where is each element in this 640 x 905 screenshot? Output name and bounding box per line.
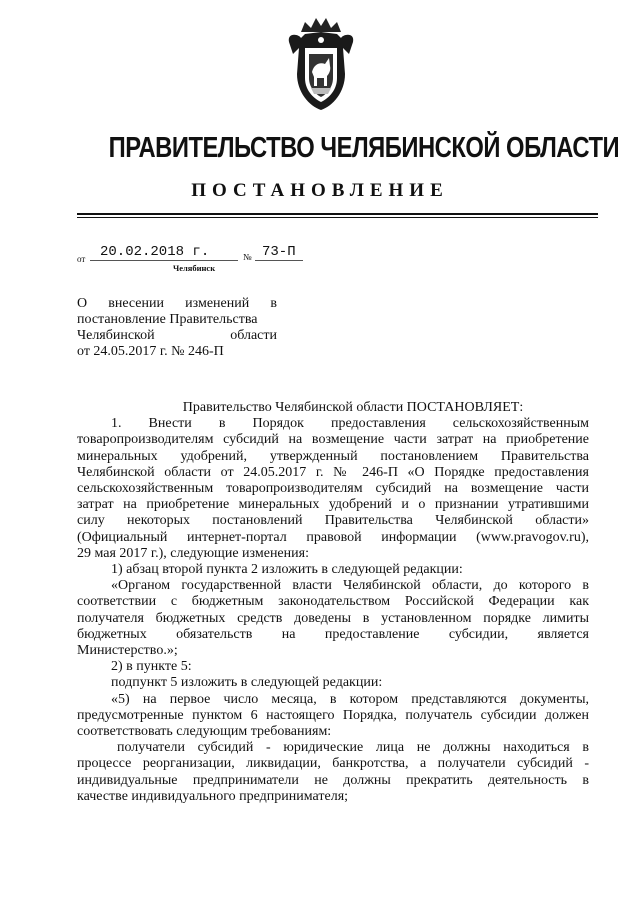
body-line: 2) в пункте 5: — [111, 659, 192, 675]
body-line: Министерство.»; — [77, 643, 178, 659]
body-line: предусмотренные пунктом 6 настоящего Порядка, получатель субсидии должен — [77, 707, 589, 723]
body-line: 1) абзац второй пункта 2 изложить в следующей редакции: — [111, 562, 463, 578]
body-line: процессе реорганизации, ликвидации, банкротства, а получатели субсидий - — [77, 756, 589, 772]
number-label: № — [243, 252, 252, 262]
body-line: индивидуальные предприниматели не должны прекратить деятельность в — [77, 772, 589, 788]
body-line: соответствии с бюджетным законодательством Российской Федерации как — [77, 594, 589, 610]
body-line: получатели субсидий - юридические лица не должны находиться в — [117, 740, 589, 756]
body-line: минеральных удобрений, утвержденный постановлением Правительства — [77, 448, 589, 464]
document-type-title: ПОСТАНОВЛЕНИЕ — [191, 180, 449, 201]
body-line: качестве индивидуального предпринимателя; — [77, 788, 349, 804]
body-line: подпункт 5 изложить в следующей редакции: — [111, 675, 383, 691]
body-line: 1. Внести в Порядок предоставления сельскохозяйственным — [111, 416, 589, 432]
subject-line: от 24.05.2017 г. № 246-П — [77, 344, 224, 359]
body-line: бюджетных обязательств на предоставление субсидии, является — [77, 626, 589, 642]
organization-title: ПРАВИТЕЛЬСТВО ЧЕЛЯБИНСКОЙ ОБЛАСТИ — [108, 132, 620, 164]
header-rule-thin — [77, 217, 598, 218]
subject-line: О внесении изменений в — [77, 296, 277, 311]
document-body — [77, 400, 589, 805]
subject-line: Челябинской области — [77, 328, 277, 343]
document-date: 20.02.2018 г. — [100, 244, 210, 260]
body-line: 29 мая 2017 г.), следующие изменения: — [77, 545, 309, 561]
body-line: получателя бюджетных средств доведены в установленном порядке лимиты — [77, 610, 589, 626]
body-line: соответствовать следующим требованиям: — [77, 724, 332, 740]
subject-block — [77, 296, 277, 360]
date-prefix-label: от — [77, 254, 86, 264]
body-line: «Органом государственной власти Челябинской области, до которого в — [111, 578, 589, 594]
body-line: силу некоторых постановлений Правительства Челябинской области» — [77, 513, 589, 529]
coat-of-arms-emblem — [283, 14, 359, 114]
header-rule-thick — [77, 213, 598, 215]
subject-line: постановление Правительства — [77, 312, 258, 327]
body-line: (Официальный интернет-портал правовой информации (www.pravogov.ru), — [77, 529, 589, 545]
city-name: Челябинск — [173, 263, 216, 273]
body-line: Правительство Челябинской области ПОСТАНОВЛЯЕТ: — [182, 400, 524, 415]
body-line: затрат на приобретение минеральных удобрений и о признании утратившими — [77, 497, 589, 513]
number-underline — [255, 260, 303, 261]
document-number: 73-П — [262, 244, 296, 260]
body-line: товаропроизводителям субсидий на возмещение части затрат на приобретение — [77, 432, 589, 448]
date-underline — [90, 260, 238, 261]
body-line: Челябинской области от 24.05.2017 г. № 246-П «О Порядке предоставления — [77, 464, 589, 480]
body-line: сельскохозяйственным товаропроизводителям субсидий на возмещение части — [77, 481, 589, 497]
body-line: «5) на первое число месяца, в котором представляются документы, — [111, 691, 589, 707]
